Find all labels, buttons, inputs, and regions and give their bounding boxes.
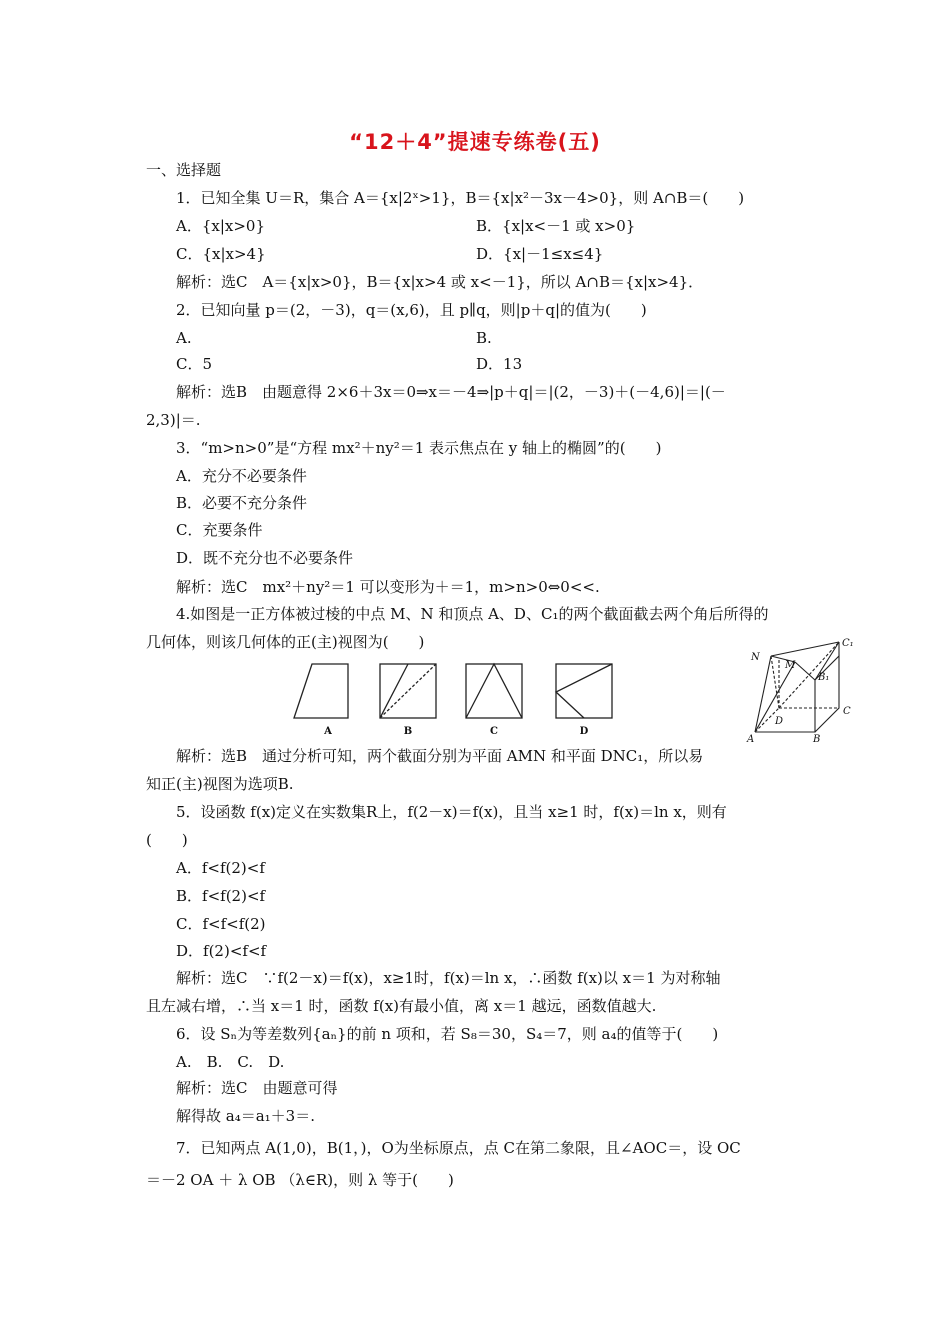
q7-stem-line2: ＝－2 OA ＋ λ OB （λ∈R)，则 λ 等于( )	[146, 1171, 454, 1189]
q3-stem: 3．“m>n>0”是“方程 mx²＋ny²＝1 表示焦点在 y 轴上的椭圆”的( )	[176, 439, 662, 457]
cube-figure	[745, 634, 860, 744]
q2-solution-line2: 2,3)|＝.	[146, 411, 201, 429]
option-c-label: C	[490, 726, 498, 737]
q6-solution-line2: 解得故 a₄＝a₁＋3＝.	[176, 1107, 315, 1125]
q1-solution: 解析：选C A＝{x|x>0}，B＝{x|x>4 或 x<－1}，所以 A∩B＝{x|x>4}．	[176, 273, 704, 291]
section-heading: 一、选择题	[146, 161, 222, 179]
q3-option-c: C．充要条件	[176, 521, 263, 539]
q4-stem-line2: 几何体，则该几何体的正(主)视图为( )	[146, 633, 425, 651]
view-options-figure	[290, 662, 630, 742]
q3-solution: 解析：选C mx²＋ny²＝1 可以变形为＋＝1，m>n>0⇔0<<.	[176, 578, 600, 596]
q5-option-a: A．f<f(2)<f	[176, 859, 265, 877]
cube-label-c: C	[843, 706, 851, 717]
option-b-label: B	[403, 726, 413, 737]
q1-option-c: C．{x|x>4}	[176, 245, 266, 263]
q3-option-a: A．充分不必要条件	[176, 467, 307, 485]
q1-option-a: A．{x|x>0}	[176, 217, 266, 235]
cube-label-a: A	[747, 734, 755, 744]
q1-stem: 1．已知全集 U＝R，集合 A＝{x|2ˣ>1}，B＝{x|x²－3x－4>0}，则 A∩B＝( )	[176, 189, 745, 207]
q5-option-b: B．f<f(2)<f	[176, 887, 266, 905]
q1-option-b: B．{x|x<－1 或 x>0}	[476, 217, 636, 235]
q3-option-b: B．必要不充分条件	[176, 494, 308, 512]
q3-option-d: D．既不充分也不必要条件	[176, 549, 354, 567]
q4-solution-line1: 解析：选B 通过分析可知，两个截面分别为平面 AMN 和平面 DNC₁，所以易	[176, 747, 704, 765]
q2-solution-line1: 解析：选B 由题意得 2×6＋3x＝0⇒x＝－4⇒|p＋q|＝|(2，－3)＋(－4,6)|＝|(－	[176, 383, 726, 401]
q5-solution-line1: 解析：选C ∵f(2－x)＝f(x)，x≥1时，f(x)＝ln x，∴函数 f(x)以 x＝1 为对称轴	[176, 969, 721, 987]
cube-label-m: M	[785, 660, 796, 671]
option-a-label: A	[324, 726, 332, 737]
q5-stem-line1: 5．设函数 f(x)定义在实数集R上，f(2－x)＝f(x)，且当 x≥1 时，f(x)＝ln x，则有	[176, 803, 727, 821]
q5-solution-line2: 且左减右增，∴当 x＝1 时，函数 f(x)有最小值，离 x＝1 越远，函数值越大.	[146, 997, 657, 1015]
option-d-label: D	[579, 726, 589, 737]
q1-option-d: D．{x|－1≤x≤4}	[476, 245, 604, 263]
q6-stem: 6．设 Sₙ为等差数列{aₙ}的前 n 项和，若 S₈＝30，S₄＝7，则 a₄的值等于( )	[176, 1025, 719, 1043]
q6-options: A. B. C. D.	[176, 1053, 285, 1071]
q5-option-d: D．f(2)<f<f	[176, 942, 267, 960]
q5-option-c: C．f<f<f(2)	[176, 915, 266, 933]
q6-solution-line1: 解析：选C 由题意可得	[176, 1079, 338, 1097]
cube-label-b1: B₁	[818, 672, 830, 683]
q2-option-d: D．13	[476, 355, 523, 373]
q2-stem: 2．已知向量 p＝(2，－3)，q＝(x,6)，且 p∥q，则|p＋q|的值为( )	[176, 301, 647, 319]
page-title: “12＋4”提速专练卷(五)	[349, 130, 601, 154]
cube-label-b: B	[813, 734, 821, 744]
q2-option-b: B.	[476, 329, 492, 347]
option-c-view	[466, 664, 522, 718]
cube-label-n: N	[751, 652, 760, 663]
cube-label-c1: C₁	[842, 638, 854, 649]
q5-stem-line2: ( )	[146, 831, 188, 849]
option-d-view	[556, 664, 612, 718]
option-a-view	[294, 664, 348, 718]
q2-option-a: A.	[176, 329, 192, 347]
q2-option-c: C．5	[176, 355, 213, 373]
cube-label-d: D	[775, 716, 784, 727]
q7-stem-line1: 7．已知两点 A(1,0)，B(1，)，O为坐标原点，点 C在第二象限，且∠AOC＝，设 OC	[176, 1139, 741, 1157]
q4-solution-line2: 知正(主)视图为选项B.	[146, 775, 294, 793]
q4-stem-line1: 4.如图是一正方体被过棱的中点 M、N 和顶点 A、D、C₁的两个截面截去两个角后所得的	[176, 605, 769, 623]
